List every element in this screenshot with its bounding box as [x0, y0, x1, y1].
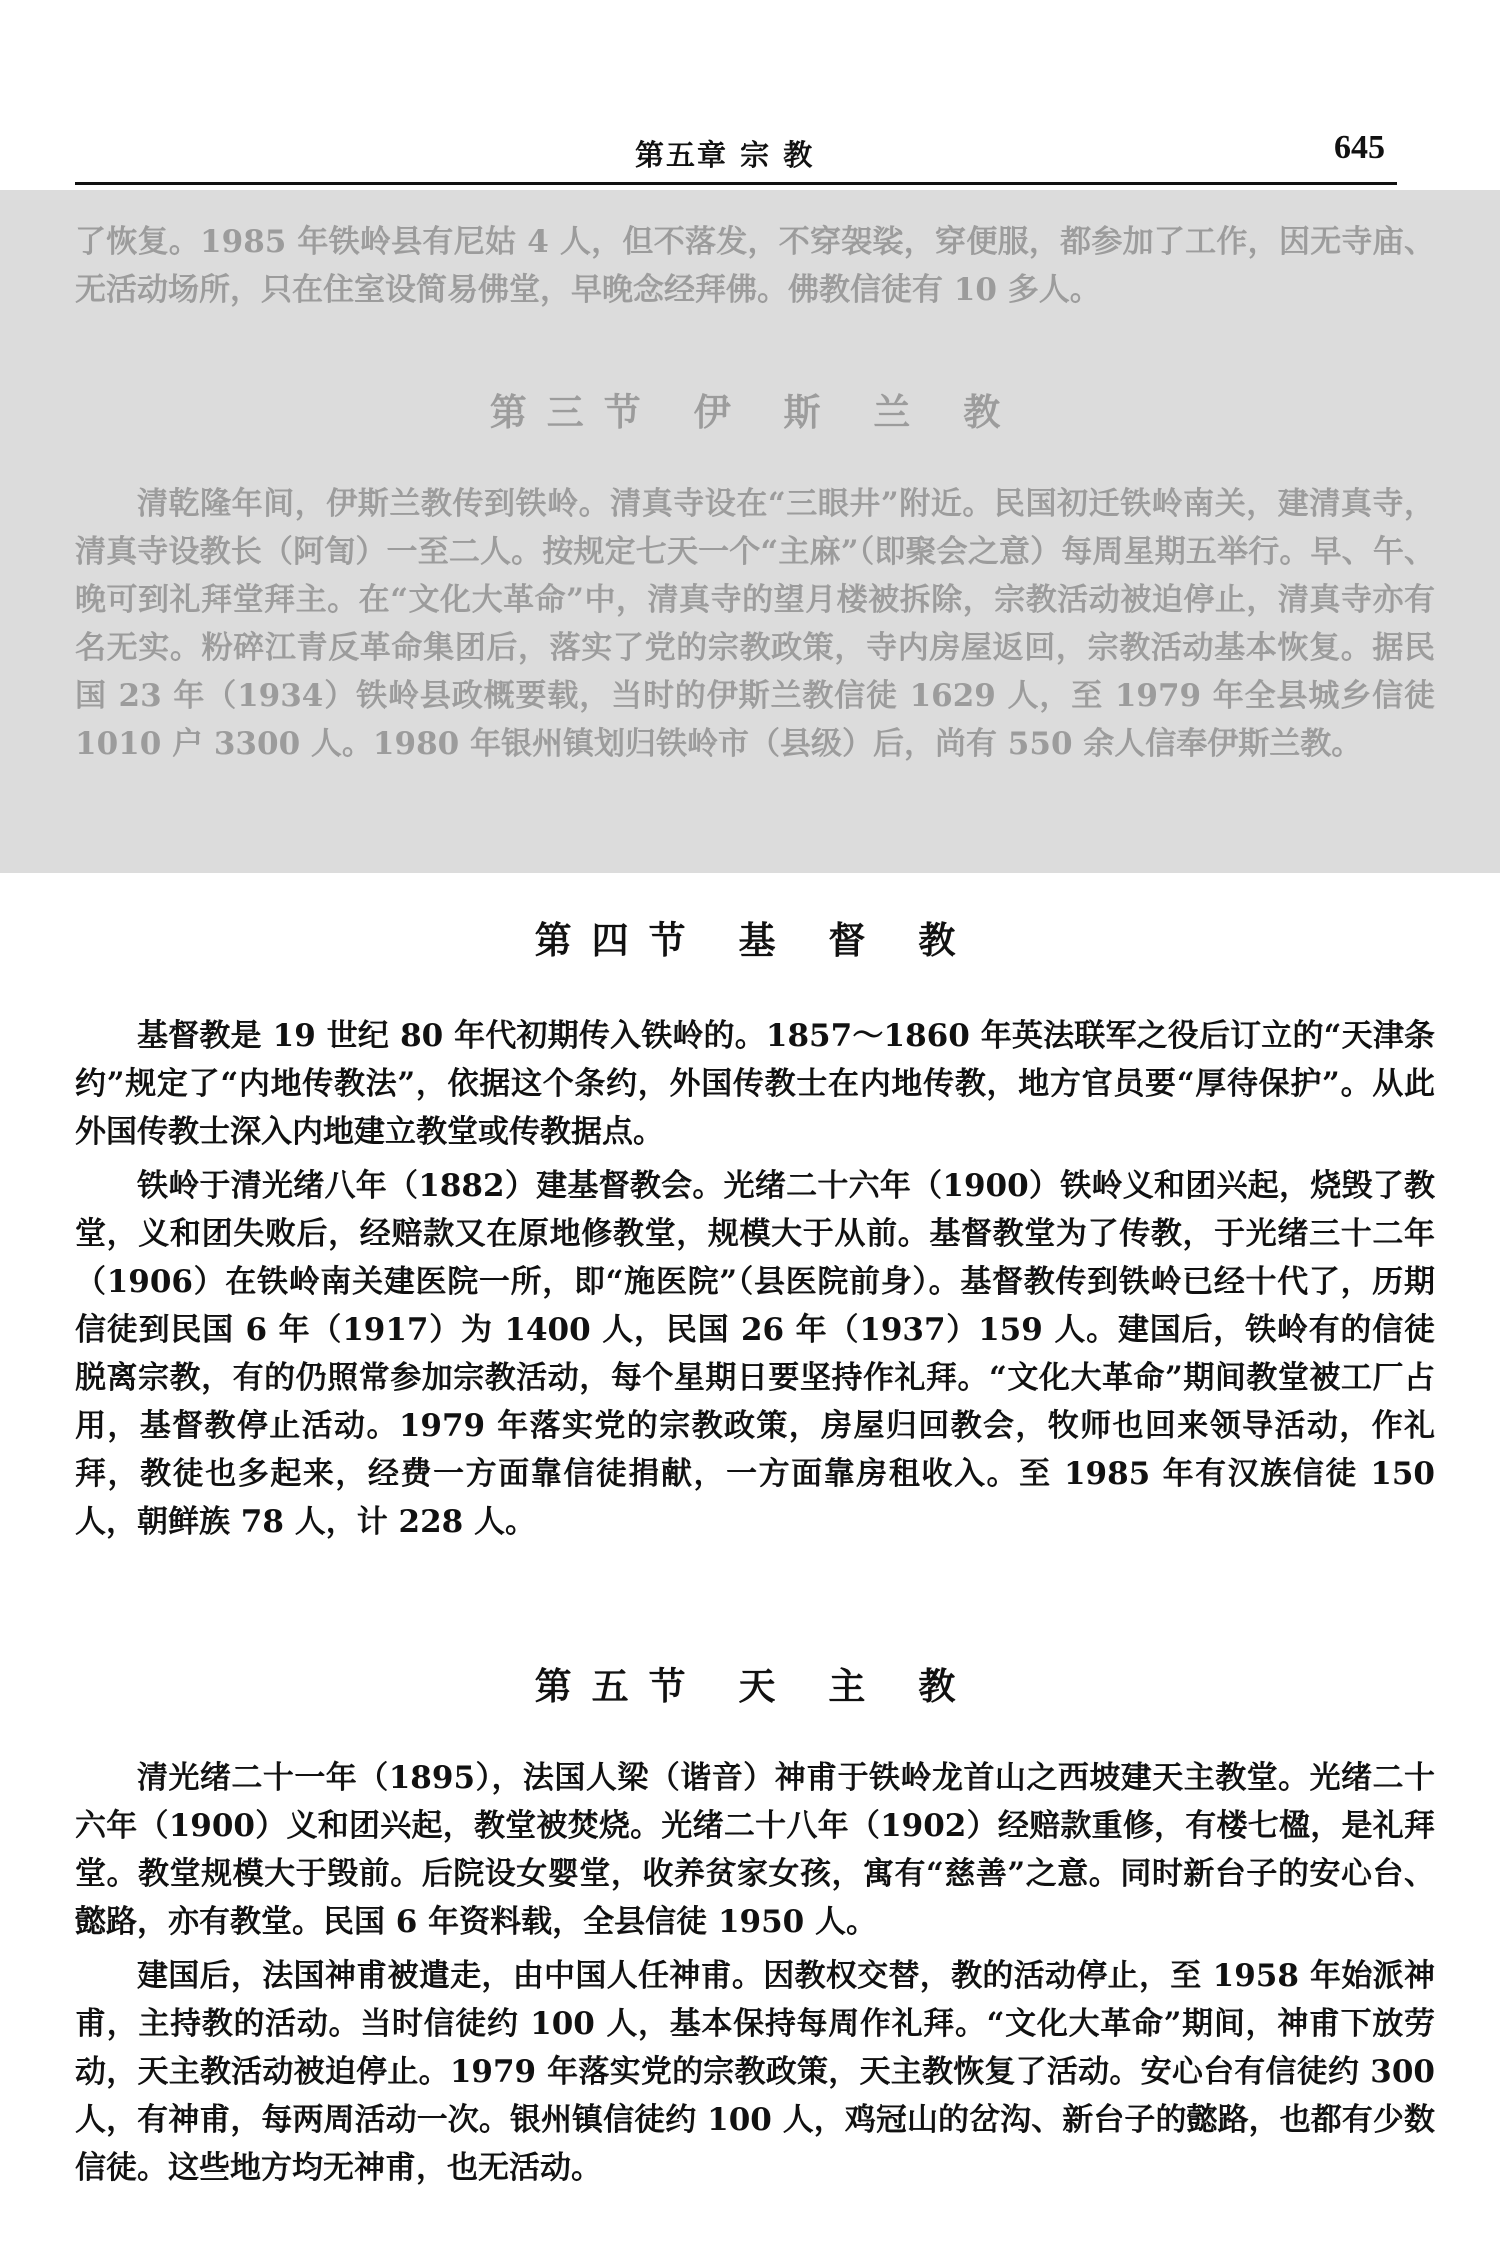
catholicism-paragraph-2: 建国后，法国神甫被遣走，由中国人任神甫。因教权交替，教的活动停止，至 1958 年始派神甫，主持教的活动。当时信徒约 100 人，基本保持每周作礼拜。“文化大革命”期间，神甫下放劳动，天主教活动被迫停止。1979 年落实党的宗教政策，天主教恢复了活动。安心台有信徒约 300 人，有神甫，每两周活动一次。银州镇信徒约 100 人，鸡冠山的岔沟、新台子的懿路，也都有少数信徒。这些地方均无神甫，也无活动。	[75, 1958, 1435, 2186]
catholicism-paragraph-1: 清光绪二十一年（1895），法国人梁（谐音）神甫于铁岭龙首山之西坡建天主教堂。光绪二十六年（1900）义和团兴起，教堂被焚烧。光绪二十八年（1902）经赔款重修，有楼七楹，是礼拜堂。教堂规模大于毁前。后院设女婴堂，收养贫家女孩，寓有“慈善”之意。同时新台子的安心台、懿路，亦有教堂。民国 6 年资料载，全县信徒 1950 人。	[75, 1760, 1435, 1940]
page-header	[75, 125, 1397, 185]
intro-continuation-block	[75, 218, 1435, 314]
page-number: 645	[1334, 129, 1385, 166]
islam-body	[75, 480, 1435, 768]
header-rule	[75, 182, 1397, 185]
intro-continuation-paragraph: 了恢复。1985 年铁岭县有尼姑 4 人，但不落发，不穿袈裟，穿便服，都参加了工作，因无寺庙、无活动场所，只在住室设简易佛堂，早晚念经拜佛。佛教信徒有 10 多人。	[75, 224, 1435, 308]
catholicism-section	[75, 1656, 1435, 1710]
chapter-title: 第五章 宗 教	[635, 138, 815, 172]
section-heading-islam: 第三节 伊 斯 兰 教	[489, 390, 1021, 434]
islam-paragraph: 清乾隆年间，伊斯兰教传到铁岭。清真寺设在“三眼井”附近。民国初迁铁岭南关，建清真寺，清真寺设教长（阿訇）一至二人。按规定七天一个“主麻”（即聚会之意）每周星期五举行。早、午、晚可到礼拜堂拜主。在“文化大革命”中，清真寺的望月楼被拆除，宗教活动被迫停止，清真寺亦有名无实。粉碎江青反革命集团后，落实了党的宗教政策，寺内房屋返回，宗教活动基本恢复。据民国 23 年（1934）铁岭县政概要载，当时的伊斯兰教信徒 1629 人，至 1979 年全县城乡信徒 1010 户 3300 人。1980 年银州镇划归铁岭市（县级）后，尚有 550 余人信奉伊斯兰教。	[75, 486, 1435, 762]
highlighted-region	[0, 190, 1500, 873]
islam-section	[75, 382, 1435, 436]
christianity-paragraph-1: 基督教是 19 世纪 80 年代初期传入铁岭的。1857～1860 年英法联军之役后订立的“天津条约”规定了“内地传教法”，依据这个条约，外国传教士在内地传教，地方官员要“厚待保护”。从此外国传教士深入内地建立教堂或传教据点。	[75, 1018, 1435, 1150]
section-heading-catholicism: 第五节 天 主 教	[534, 1664, 976, 1708]
section-heading-christianity: 第四节 基 督 教	[534, 918, 976, 962]
christianity-section	[75, 910, 1435, 964]
christianity-body	[75, 1012, 1435, 1546]
catholicism-body	[75, 1754, 1435, 2192]
christianity-paragraph-2: 铁岭于清光绪八年（1882）建基督教会。光绪二十六年（1900）铁岭义和团兴起，烧毁了教堂，义和团失败后，经赔款又在原地修教堂，规模大于从前。基督教堂为了传教，于光绪三十二年（1906）在铁岭南关建医院一所，即“施医院”（县医院前身）。基督教传到铁岭已经十代了，历期信徒到民国 6 年（1917）为 1400 人，民国 26 年（1937）159 人。建国后，铁岭有的信徒脱离宗教，有的仍照常参加宗教活动，每个星期日要坚持作礼拜。“文化大革命”期间教堂被工厂占用，基督教停止活动。1979 年落实党的宗教政策，房屋归回教会，牧师也回来领导活动，作礼拜，教徒也多起来，经费一方面靠信徒捐献，一方面靠房租收入。至 1985 年有汉族信徒 150 人，朝鲜族 78 人，计 228 人。	[75, 1168, 1435, 1540]
